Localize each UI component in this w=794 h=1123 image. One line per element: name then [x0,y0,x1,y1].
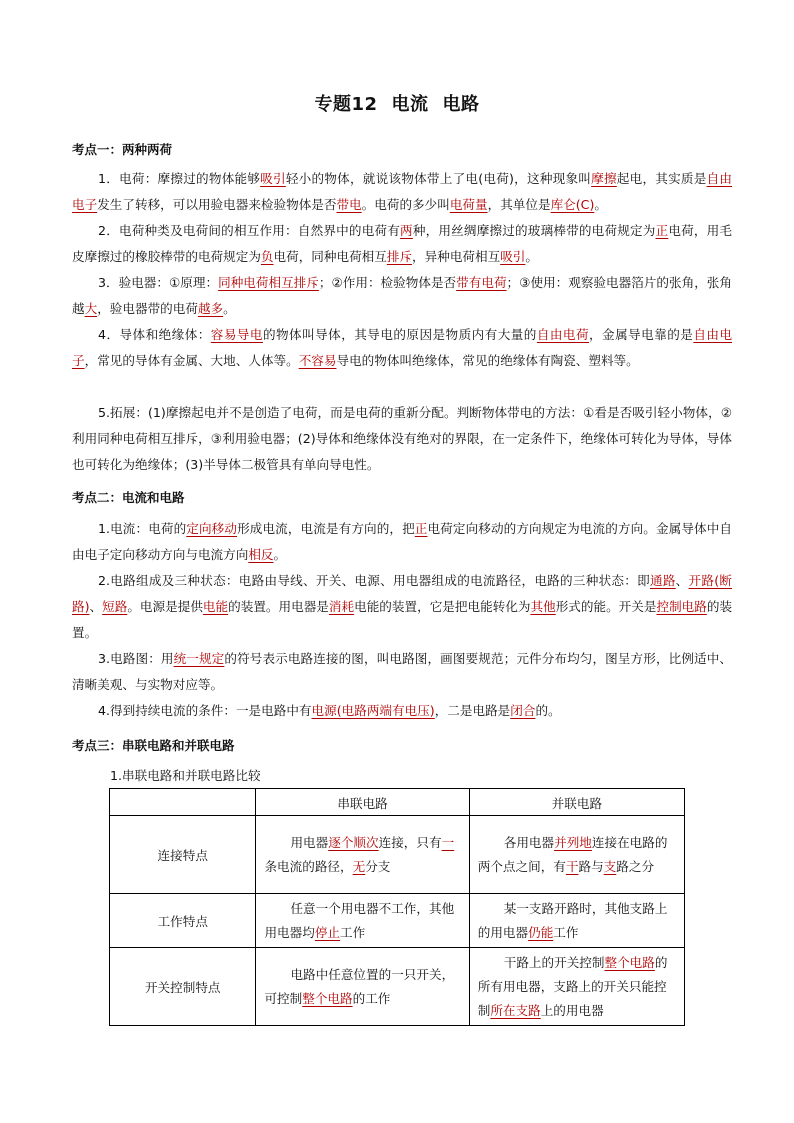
answer-blank: 控制电路 [656,599,707,614]
paragraph-current-condition: 4.得到持续电流的条件：一是电路中有电源(电路两端有电压)，二是电路是闭合的。 [98,703,561,718]
section-heading-3: 考点三：串联电路和并联电路 [72,738,235,753]
answer-blank: 并列地 [554,834,592,850]
answer-blank: 带有电荷 [456,275,507,290]
answer-blank: 正 [655,223,669,238]
paragraph-electroscope: 3．验电器：①原理：同种电荷相互排斥；②作用：检验物体是否带有电荷；③使用：观察验电器箔片的张角，张角越大，验电器带的电荷越多。 [72,275,732,316]
paragraph-extension: 5.拓展：(1)摩擦起电并不是创造了电荷，而是电荷的重新分配。判断物体带电的方法：①看是否吸引轻小物体，②利用同种电荷相互排斥，③利用验电器；(2)导体和绝缘体没有绝对的界限，在一定条件下，绝缘体可转化为导体，导体也可转化为绝缘体；(3)半导体二极管具有单向导电性。 [72,405,732,472]
answer-blank: 带电 [336,197,362,212]
answer-blank: 自由电荷 [536,327,590,342]
page-title [0,90,794,116]
answer-blank: 正 [414,521,428,536]
answer-blank: 摩擦 [591,171,617,186]
answer-blank: 整个电路 [302,990,353,1006]
answer-blank: 吸引 [260,171,286,186]
title-topic: 专题12 [314,94,378,115]
answer-blank: 相反 [248,547,274,562]
answer-blank: 容易导电 [210,327,263,342]
paragraph-circuit-states: 2.电路组成及三种状态：电路由导线、开关、电源、用电器组成的电流路径，电路的三种状态：即通路、开路(断路)、短路。电源是提供电能的装置。用电器是消耗电能的装置，它是把电能转化为其他形式的能。开关是控制电路的装置。 [72,573,733,640]
answer-blank: 自由电子 [72,327,733,368]
table-header-series: 串联电路 [256,789,469,816]
answer-blank: 开路(断路) [72,573,732,614]
section-heading-2: 考点二：电流和电路 [72,490,185,505]
answer-blank: 支 [603,858,617,874]
paragraph-charge-types: 2．电荷种类及电荷间的相互作用：自然界中的电荷有两种，用丝绸摩擦过的玻璃棒带的电荷规定为正电荷，用毛皮摩擦过的橡胶棒带的电荷规定为负电荷，同种电荷相互排斥，异种电荷相互吸引。 [72,223,733,264]
paragraph-conductors: 4．导体和绝缘体：容易导电的物体叫导体，其导电的原因是物质内有大量的自由电荷，金属导电靠的是自由电子，常见的导体有金属、大地、人体等。不容易导电的物体叫绝缘体，常见的绝缘体有陶瓷、塑料等。 [72,327,733,368]
answer-blank: 停止 [314,924,341,940]
comparison-table [109,788,685,1026]
answer-blank: 同种电荷相互排斥 [218,275,319,290]
parallel-cell: 各用电器并列地连接在电路的两个点之间，有干路与支路之分 [469,816,684,894]
answer-blank: 定向移动 [186,521,238,536]
answer-blank: 不容易 [298,353,337,368]
answer-blank: 消耗 [328,599,355,614]
answer-blank: 排斥 [386,249,413,264]
answer-blank: 自由电子 [72,171,733,212]
table-caption: 1.串联电路和并联电路比较 [110,768,261,783]
answer-blank: 逐个顺次 [328,834,379,850]
answer-blank: 短路 [102,599,128,614]
answer-blank: 整个电路 [604,954,655,970]
table-row [110,948,685,1026]
parallel-cell: 干路上的开关控制整个电路的所有用电器，支路上的开关只能控制所在支路上的用电器 [469,948,684,1026]
section-heading-1: 考点一：两种两荷 [72,142,173,157]
answer-blank: 负 [260,249,274,264]
answer-blank: 两 [400,223,413,238]
title-part-current: 电流 [391,94,429,115]
table-row [110,816,685,894]
row-label: 开关控制特点 [110,948,256,1026]
table-header-parallel: 并联电路 [469,789,684,816]
answer-blank: 库仑(C) [550,197,595,212]
series-cell: 用电器逐个顺次连接，只有一条电流的路径，无分支 [256,816,469,894]
answer-blank: 电荷量 [449,197,488,212]
answer-blank: 其他 [530,599,556,614]
answer-blank: 电能 [202,599,229,614]
parallel-cell: 某一支路开路时，其他支路上的用电器仍能工作 [469,894,684,948]
series-cell: 任意一个用电器不工作，其他用电器均停止工作 [256,894,469,948]
answer-blank: 越多 [197,301,224,316]
answer-blank: 干 [565,858,579,874]
answer-blank: 闭合 [510,703,536,718]
answer-blank: 电源(电路两端有电压) [311,703,435,718]
answer-blank: 仍能 [528,924,554,940]
table-header-blank [110,789,256,816]
table-row [110,894,685,948]
answer-blank: 统一规定 [173,651,225,666]
answer-blank: 所在支路 [490,1002,541,1018]
paragraph-charge: 1．电荷：摩擦过的物体能够吸引轻小的物体，就说该物体带上了电(电荷)，这种现象叫摩擦起电，其实质是自由电子发生了转移，可以用验电器来检验物体是否带电。电荷的多少叫电荷量，其单位是库仑(C)。 [72,171,733,212]
answer-blank: 通路 [649,573,676,588]
title-part-circuit: 电路 [442,94,480,115]
series-cell: 电路中任意位置的一只开关，可控制整个电路的工作 [256,948,469,1026]
paragraph-current: 1.电流：电荷的定向移动形成电流，电流是有方向的，把正电荷定向移动的方向规定为电流的方向。金属导体中自由电子定向移动方向与电流方向相反。 [72,521,733,562]
row-label: 工作特点 [110,894,256,948]
table-header-row [110,789,685,816]
paragraph-circuit-diagram: 3.电路图：用统一规定的符号表示电路连接的图，叫电路图，画图要规范；元件分布均匀，图呈方形，比例适中、清晰美观、与实物对应等。 [72,651,733,692]
row-label: 连接特点 [110,816,256,894]
answer-blank: 吸引 [500,249,526,264]
answer-blank: 大 [84,301,98,316]
answer-blank: 一 [441,834,455,850]
answer-blank: 无 [352,858,366,874]
